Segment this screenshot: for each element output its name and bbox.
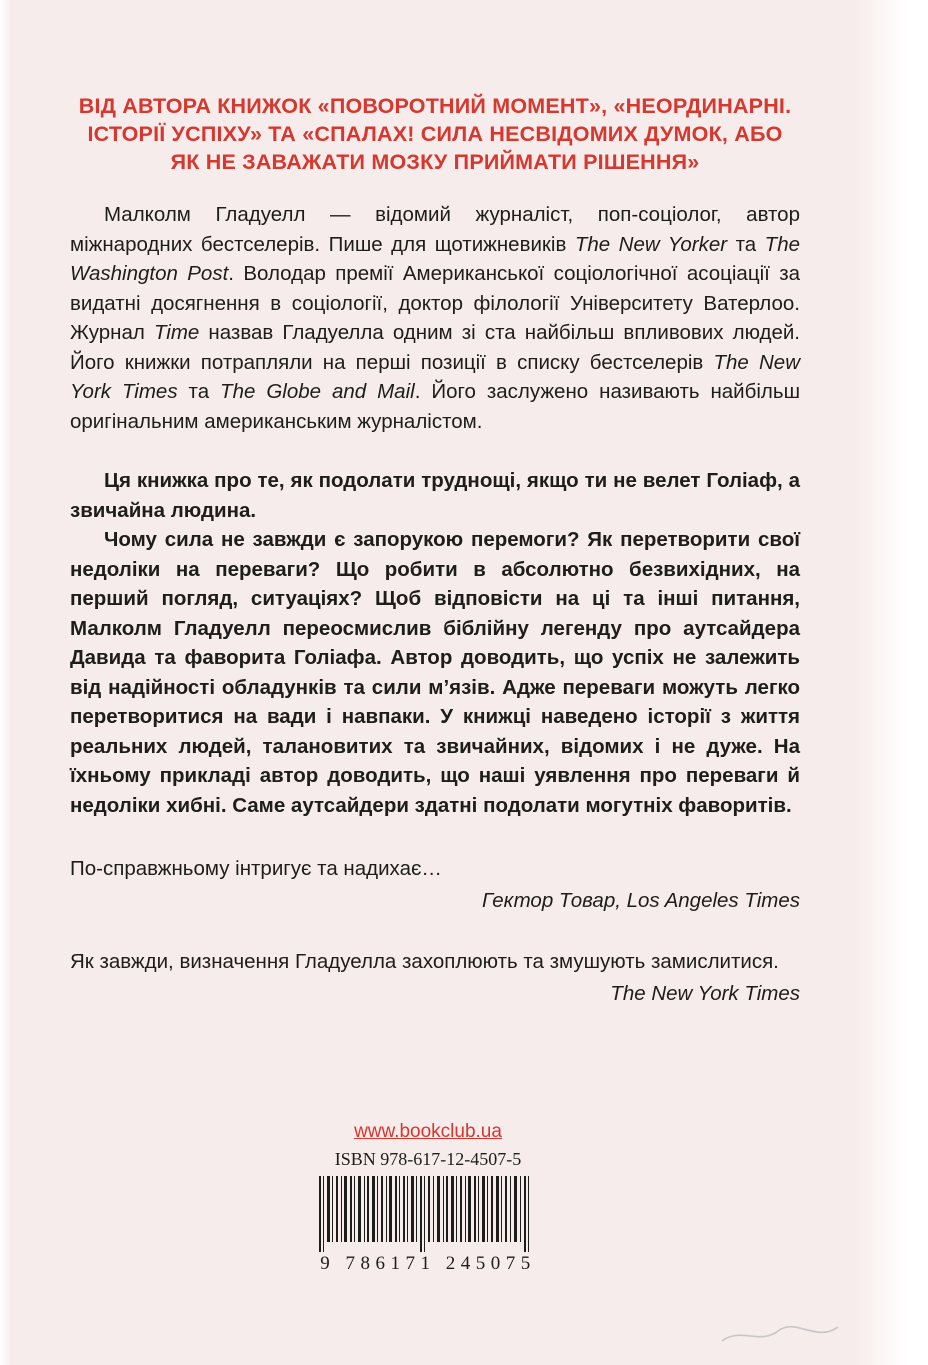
- description-paragraph: Чому сила не завжди є запорукою перемоги? Як перетворити свої недоліки на переваги? Що робити в абсолютно безвихідних, на перший погляд, ситуаціях? Щоб відповісти на ці та інші питання, Малколм Гладуелл переосмислив біблійну легенду про аутсайдера Давида та фаворита Голіафа. Автор доводить, що успіх не залежить від надійності обладунків та сили м’язів. Адже переваги можуть легко перетворитися на вади і навпаки. У книжці наведено історії з життя реальних людей, талановитих та звичайних, відомих і не дуже. На їхньому прикладі автор доводить, що наші уявлення про переваги й недоліки хибні. Саме аутсайдери здатні подолати могутніх фаворитів.: [70, 528, 800, 817]
- bio-text-5: та: [177, 380, 221, 403]
- cover-content: [70, 0, 800, 1008]
- bio-italic-the-new-yorker: The New Yorker: [574, 232, 728, 256]
- spine-shadow: [856, 0, 928, 1365]
- bio-text-1: Малколм Гладуелл — відомий журналіст, поп-соціолог, автор міжнародних бестселерів. Пише для щотижневиків: [70, 203, 800, 256]
- lead-paragraph: Ця книжка про те, як подолати труднощі, якщо ти не велет Голіаф, а звичайна людина.: [70, 469, 800, 522]
- barcode-digits: 9 786171 245075: [320, 1253, 536, 1274]
- bio-italic-the-globe-and-mail: The Globe and Mail: [220, 380, 415, 403]
- review-1-text: По-справжньому інтригує та надихає…: [70, 857, 442, 880]
- bio-italic-the-washington-post: The Washington Post: [70, 232, 800, 285]
- cover-footer: [0, 1120, 856, 1275]
- review-2-text: Як завжди, визначення Гладуелла захоплюють та змушують замислитися.: [70, 950, 779, 973]
- bio-text-6: . Його заслужено називають найбільш оригінальним американським журналістом.: [70, 380, 801, 433]
- barcode-image: [317, 1176, 539, 1252]
- isbn-text: ISBN 978-617-12-4507-5: [334, 1149, 522, 1169]
- review-1-attribution: Гектор Товар, Los Angeles Times: [482, 888, 800, 912]
- bio-text-4: назвав Гладуелла одним зі ста найбільш впливових людей. Його книжки потрапляли на перші позиції в списку бестселерів: [70, 321, 801, 374]
- pencil-scribble-mark: [720, 1321, 840, 1349]
- review-2-attribution: The New York Times: [610, 981, 800, 1005]
- bio-italic-the-new-york-times: The New York Times: [70, 350, 800, 403]
- publisher-website-link[interactable]: www.bookclub.ua: [354, 1121, 502, 1142]
- barcode: [317, 1176, 539, 1275]
- author-bio-paragraph: [70, 200, 800, 436]
- bio-text-2: та: [727, 232, 765, 256]
- bio-text-3: . Володар премії Американської соціологічної асоціації за видатні досягнення в соціології, доктор філології Університету Ватерлоо. Журнал: [70, 262, 800, 344]
- headline: ВІД АВТОРА КНИЖОК «ПОВОРОТНИЙ МОМЕНТ», «НЕОРДИНАРНІ. ІСТОРІЇ УСПІХУ» ТА «СПАЛАХ! СИЛА НЕСВІДОМИХ ДУМОК, АБО ЯК НЕ ЗАВАЖАТИ МОЗКУ ПРИЙМАТИ РІШЕННЯ»: [78, 94, 792, 174]
- bio-italic-time: Time: [153, 321, 200, 344]
